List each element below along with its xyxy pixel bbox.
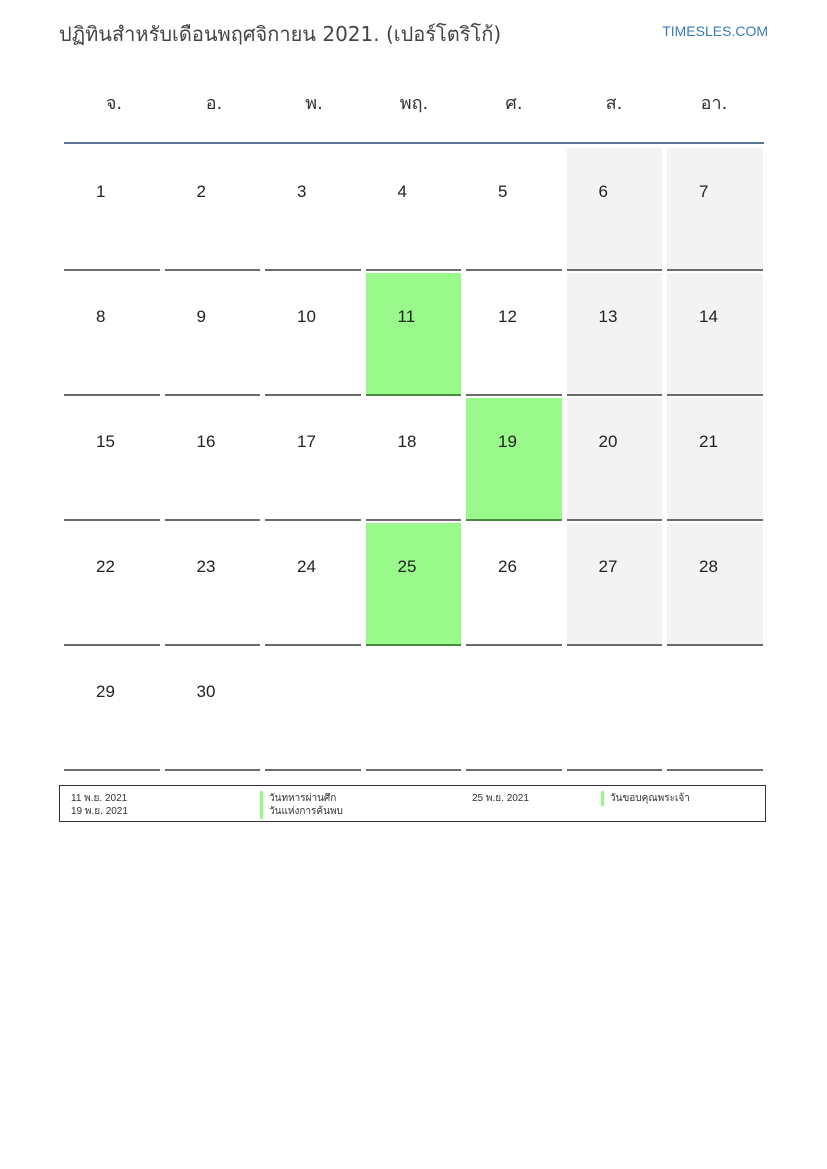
day-number: 20: [598, 432, 618, 451]
day-number: 6: [598, 182, 608, 201]
weekday-label: ศ.: [505, 93, 523, 114]
day-cell: [165, 398, 261, 521]
weekday-header-row: [64, 88, 764, 117]
day-cell: [165, 523, 261, 646]
day-cell: [64, 648, 160, 771]
day-cell: [366, 398, 462, 521]
holiday-day-cell: [366, 523, 462, 646]
day-cell: [466, 148, 562, 271]
day-cell: [265, 273, 361, 396]
day-number: 21: [699, 432, 718, 451]
empty-day-cell: [366, 648, 462, 771]
day-number: 10: [297, 307, 316, 326]
day-number: 24: [297, 557, 316, 576]
week-row: [64, 648, 769, 773]
day-cell: [64, 148, 160, 271]
day-cell: [165, 273, 261, 396]
day-number: 3: [297, 182, 307, 201]
site-link[interactable]: TIMESLES.COM: [662, 23, 768, 39]
page-title: ปฏิทินสำหรับเดือนพฤศจิกายน 2021. (เปอร์โตริโก้): [59, 22, 502, 46]
day-cell: [165, 648, 261, 771]
legend-date: 11 พ.ย. 2021: [71, 793, 128, 804]
empty-day-cell: [265, 648, 361, 771]
day-cell: [265, 148, 361, 271]
day-number: 17: [297, 432, 316, 451]
week-row: [64, 523, 769, 648]
day-number: 7: [699, 182, 709, 201]
weekday-label: อ.: [205, 93, 223, 114]
day-cell: [667, 273, 763, 396]
header-divider: [64, 142, 764, 144]
calendar-grid: [64, 148, 769, 773]
empty-day-cell: [466, 648, 562, 771]
empty-day-cell: [567, 648, 663, 771]
day-cell: [265, 523, 361, 646]
day-number: 27: [598, 557, 618, 576]
holiday-day-cell: [466, 398, 562, 521]
day-cell: [366, 148, 462, 271]
day-cell: [165, 148, 261, 271]
day-number: 30: [196, 682, 216, 701]
day-cell: [567, 523, 663, 646]
day-number: 22: [96, 557, 115, 576]
legend-date: 25 พ.ย. 2021: [472, 793, 529, 804]
day-cell: [265, 398, 361, 521]
day-cell: [567, 273, 663, 396]
weekday-label: พ.: [305, 93, 323, 114]
day-number: 8: [96, 307, 106, 326]
week-row: [64, 398, 769, 523]
day-cell: [466, 523, 562, 646]
empty-day-cell: [667, 648, 763, 771]
day-cell: [466, 273, 562, 396]
day-number: 25: [397, 557, 417, 576]
day-number: 1: [96, 182, 106, 201]
day-number: 12: [498, 307, 517, 326]
day-cell: [667, 523, 763, 646]
day-number: 4: [397, 182, 407, 201]
day-number: 13: [598, 307, 618, 326]
weekday-label: จ.: [105, 93, 123, 114]
day-number: 23: [196, 557, 216, 576]
day-cell: [64, 398, 160, 521]
day-cell: [567, 398, 663, 521]
day-number: 14: [699, 307, 718, 326]
day-cell: [667, 148, 763, 271]
day-number: 18: [397, 432, 417, 451]
day-number: 9: [196, 307, 206, 326]
weekday-label: อา.: [700, 93, 728, 114]
day-cell: [667, 398, 763, 521]
legend-date: 19 พ.ย. 2021: [71, 806, 128, 817]
day-number: 2: [196, 182, 206, 201]
weekday-label: ส.: [605, 93, 623, 114]
week-row: [64, 273, 769, 398]
weekday-label: พฤ.: [399, 93, 429, 114]
day-number: 16: [196, 432, 216, 451]
day-cell: [64, 273, 160, 396]
day-number: 19: [498, 432, 517, 451]
day-cell: [567, 148, 663, 271]
day-number: 11: [397, 307, 416, 326]
day-cell: [64, 523, 160, 646]
day-number: 5: [498, 182, 508, 201]
holiday-legend: [59, 785, 766, 822]
holiday-day-cell: [366, 273, 462, 396]
week-row: [64, 148, 769, 273]
day-number: 26: [498, 557, 517, 576]
legend-holiday-name: วันขอบคุณพระเจ้า: [601, 791, 690, 806]
legend-holiday-name: วันทหารผ่านศึก: [260, 791, 336, 806]
day-number: 29: [96, 682, 115, 701]
day-number: 28: [699, 557, 718, 576]
legend-holiday-name: วันแห่งการค้นพบ: [260, 804, 343, 819]
day-number: 15: [96, 432, 115, 451]
